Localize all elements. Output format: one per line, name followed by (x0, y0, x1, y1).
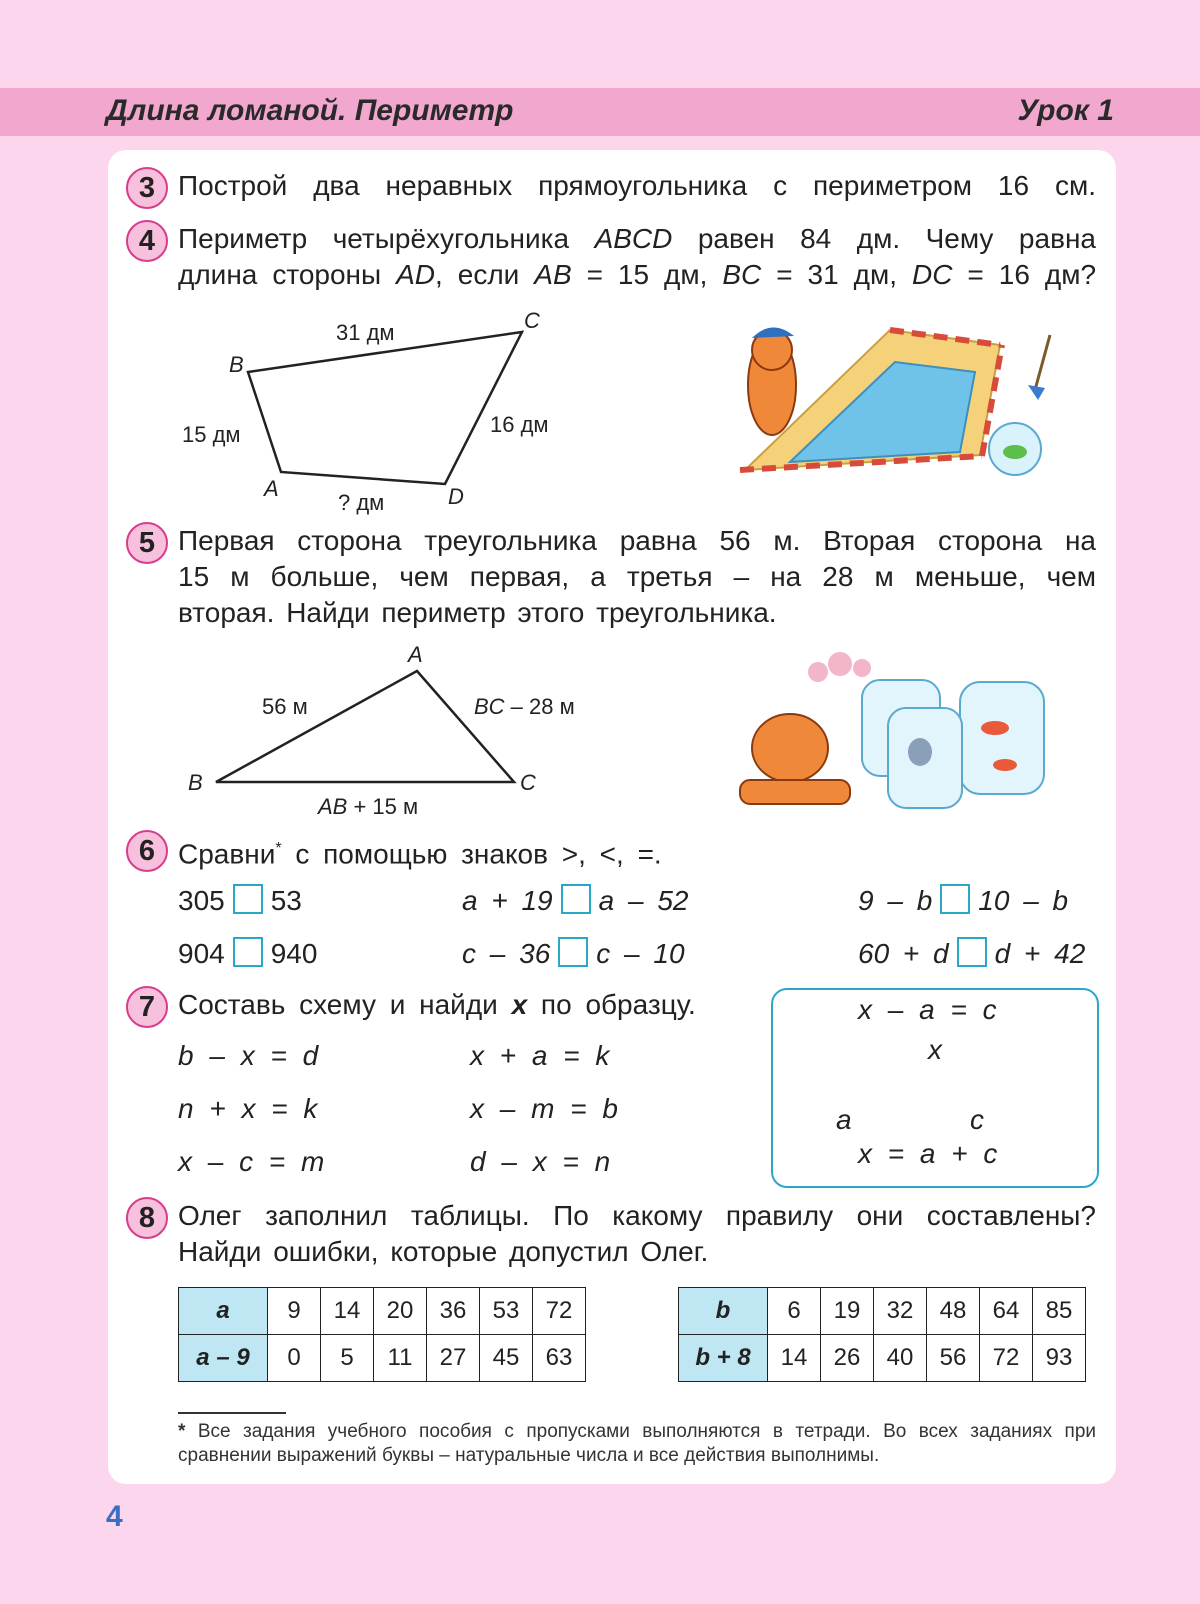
table1-head-2: a – 9 (179, 1335, 268, 1382)
triangle-vertex-a: A (408, 642, 423, 667)
cat-fish-jars-illustration (740, 652, 1044, 808)
task-4-line-2: длина стороны AD, если AB = 15 дм, BC = 31 дм, DC = 16 дм? (178, 259, 1097, 290)
answer-box[interactable] (957, 937, 987, 967)
task-7-text: Составь схему и найди x по образцу. (178, 989, 696, 1020)
task-number-4: 4 (126, 220, 168, 262)
compare-row2-col1: 904 940 (178, 938, 318, 969)
table-cell: 6 (768, 1288, 821, 1335)
compare-row2-col2: c – 36 c – 10 (462, 938, 685, 969)
triangle-vertex-b: B (188, 770, 203, 795)
task-number-6: 6 (126, 830, 168, 872)
compare-row1-col3: 9 – b 10 – b (858, 885, 1069, 916)
vertex-d: D (448, 484, 464, 509)
sample-whole-label: x (928, 1034, 942, 1065)
compare-row1-col1: 305 53 (178, 885, 302, 916)
task-3-text: Построй два неравных прямоугольника с периметром 16 см. (178, 170, 1096, 201)
equation-right-2: x – m = b (470, 1093, 618, 1124)
table-cell: 53 (480, 1288, 533, 1335)
side-bc-label: 31 дм (336, 320, 395, 345)
sample-part-a: a (836, 1104, 852, 1135)
side-ab-label: 15 дм (182, 422, 241, 447)
answer-box[interactable] (561, 884, 591, 914)
equation-left-2: n + x = k (178, 1093, 318, 1124)
task-number-3: 3 (126, 167, 168, 209)
task-number-8: 8 (126, 1197, 168, 1239)
table-cell: 11 (374, 1335, 427, 1382)
table-cell: 32 (874, 1288, 927, 1335)
table-cell: 93 (1033, 1335, 1086, 1382)
task-number-5: 5 (126, 522, 168, 564)
sample-part-c: c (970, 1104, 984, 1135)
table2-head-1: b (679, 1288, 768, 1335)
table-cell: 85 (1033, 1288, 1086, 1335)
footnote: * Все задания учебного пособия с пропусками выполняются в тетради. Во всех заданиях при сравнении выражений буквы – натуральные числа и все действия выполнимы. (178, 1421, 1096, 1466)
answer-box[interactable] (940, 884, 970, 914)
table-cell: 72 (980, 1335, 1033, 1382)
table-b-plus-8 (678, 1287, 1086, 1382)
compare-row2-col3: 60 + d d + 42 (858, 938, 1086, 969)
triangle-abc (216, 671, 514, 782)
table-cell: 36 (427, 1288, 480, 1335)
equation-right-3: d – x = n (470, 1146, 611, 1177)
table2-head-2: b + 8 (679, 1335, 768, 1382)
answer-box[interactable] (233, 937, 263, 967)
table-cell: 9 (268, 1288, 321, 1335)
task-6-text: Сравни* с помощью знаков >, <, =. (178, 838, 662, 870)
table-cell: 56 (927, 1335, 980, 1382)
task-5-line-1: Первая сторона треугольника равна 56 м. Вторая сторона на (178, 525, 1096, 556)
table-cell: 0 (268, 1335, 321, 1382)
table-cell: 63 (533, 1335, 586, 1382)
table-cell: 40 (874, 1335, 927, 1382)
page-number: 4 (106, 1500, 123, 1533)
task-5-line-2: 15 м больше, чем первая, а третья – на 28 м меньше, чем (178, 561, 1096, 592)
cat-sandbox-illustration (740, 327, 1050, 475)
triangle-side-bc: AB + 15 м (318, 794, 419, 819)
table-cell: 45 (480, 1335, 533, 1382)
answer-box[interactable] (558, 937, 588, 967)
table-cell: 48 (927, 1288, 980, 1335)
task-8-line-1: Олег заполнил таблицы. По какому правилу они составлены? (178, 1200, 1096, 1231)
quadrilateral-abcd (248, 332, 522, 484)
vertex-b: B (229, 352, 244, 377)
table-cell: 20 (374, 1288, 427, 1335)
vertex-a: A (264, 476, 279, 501)
equation-left-1: b – x = d (178, 1040, 319, 1071)
task-5-line-3: вторая. Найди периметр этого треугольника. (178, 597, 777, 628)
task-number-7: 7 (126, 986, 168, 1028)
chapter-title: Длина ломаной. Периметр (106, 94, 514, 127)
table-cell: 27 (427, 1335, 480, 1382)
answer-box[interactable] (233, 884, 263, 914)
side-ad-label: ? дм (338, 490, 385, 515)
sample-equation-2: x = a + c (858, 1138, 998, 1169)
table-cell: 5 (321, 1335, 374, 1382)
table-cell: 26 (821, 1335, 874, 1382)
table-cell: 14 (768, 1335, 821, 1382)
task-4-line-1: Периметр четырёхугольника ABCD равен 84 дм. Чему равна (178, 223, 1096, 254)
side-cd-label: 16 дм (490, 412, 549, 437)
lesson-label: Урок 1 (1017, 94, 1114, 127)
equation-right-1: x + a = k (470, 1040, 610, 1071)
table1-head-1: a (179, 1288, 268, 1335)
triangle-side-ac: BC – 28 м (474, 694, 575, 719)
task-8-line-2: Найди ошибки, которые допустил Олег. (178, 1236, 709, 1267)
triangle-vertex-c: C (520, 770, 536, 795)
table-cell: 64 (980, 1288, 1033, 1335)
table-cell: 14 (321, 1288, 374, 1335)
table-cell: 72 (533, 1288, 586, 1335)
triangle-side-ab: 56 м (262, 694, 308, 719)
table-cell: 19 (821, 1288, 874, 1335)
sample-equation-1: x – a = c (858, 994, 997, 1025)
vertex-c: C (524, 308, 540, 333)
compare-row1-col2: a + 19 a – 52 (462, 885, 689, 916)
table-a-minus-9 (178, 1287, 586, 1382)
footnote-divider (178, 1412, 286, 1414)
equation-left-3: x – c = m (178, 1146, 325, 1177)
